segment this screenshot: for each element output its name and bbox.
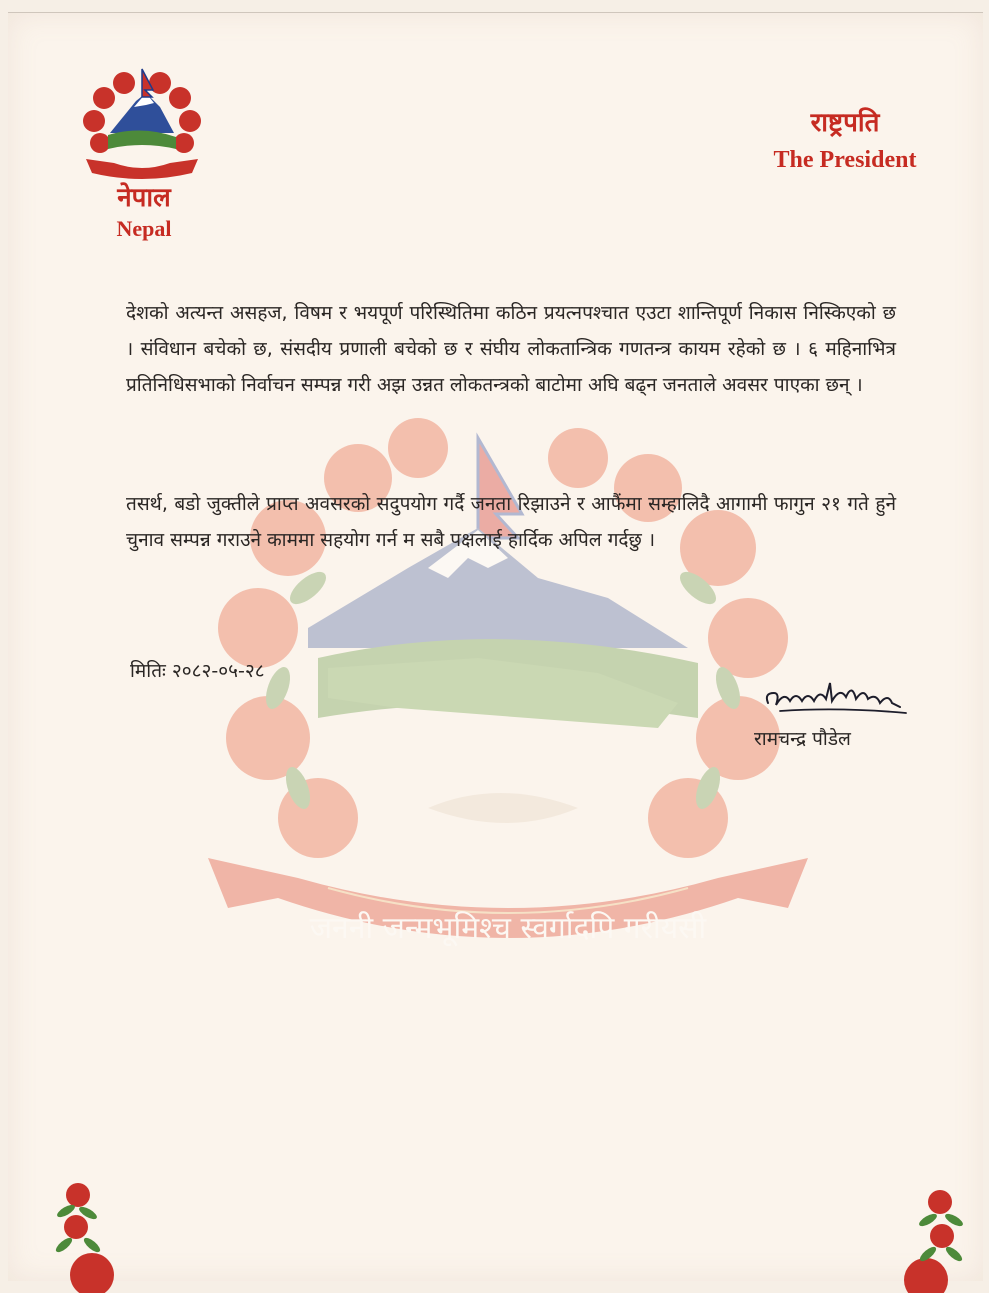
letter-page (8, 12, 983, 1281)
watermark-motto: जननी जन्मभूमिश्च स्वर्गादपि गरीयसी (309, 911, 707, 946)
message-paragraph-2: तसर्थ, बडो जुक्तीले प्राप्त अवसरको सदुपयोग गर्दै जनता रिझाउने र आफैंमा सम्हालिदै आगामी फागुन २१ गते हुने चुनाव सम्पन्न गराउने काममा सहयोग गर्न म सबै पक्षलाई हार्दिक अपिल गर्दछु । (126, 493, 896, 551)
office-title-devanagari: राष्ट्रपति (810, 108, 880, 138)
message-paragraph-1: देशको अत्यन्त असहज, विषम र भयपूर्ण परिस्थितिमा कठिन प्रयत्नपश्चात एउटा शान्तिपूर्ण निकास निस्किएको छ । संविधान बचेको छ, संसदीय प्रणाली बचेको छ र संघीय लोकतान्त्रिक गणतन्त्र कायम रहेको छ । ६ महिनाभित्र प्रतिनिधिसभाको निर्वाचन सम्पन्न गरी अझ उन्नत लोकतन्त्रको बाटोमा अघि बढ्न जनताले अवसर पाएका छन् । (126, 302, 896, 396)
handwritten-signature (760, 673, 910, 723)
office-title-english: The President (773, 147, 917, 173)
signatory-name: रामचन्द्र पौडेल (754, 728, 851, 750)
nepal-coat-of-arms-logo (74, 63, 210, 183)
rhododendron-corner-right (876, 1188, 966, 1293)
country-name-english: Nepal (116, 216, 172, 241)
rhododendron-corner-left (52, 1183, 132, 1293)
date-line: मितिः २०८२-०५-२८ (130, 660, 265, 682)
country-name-devanagari: नेपाल (117, 183, 171, 213)
